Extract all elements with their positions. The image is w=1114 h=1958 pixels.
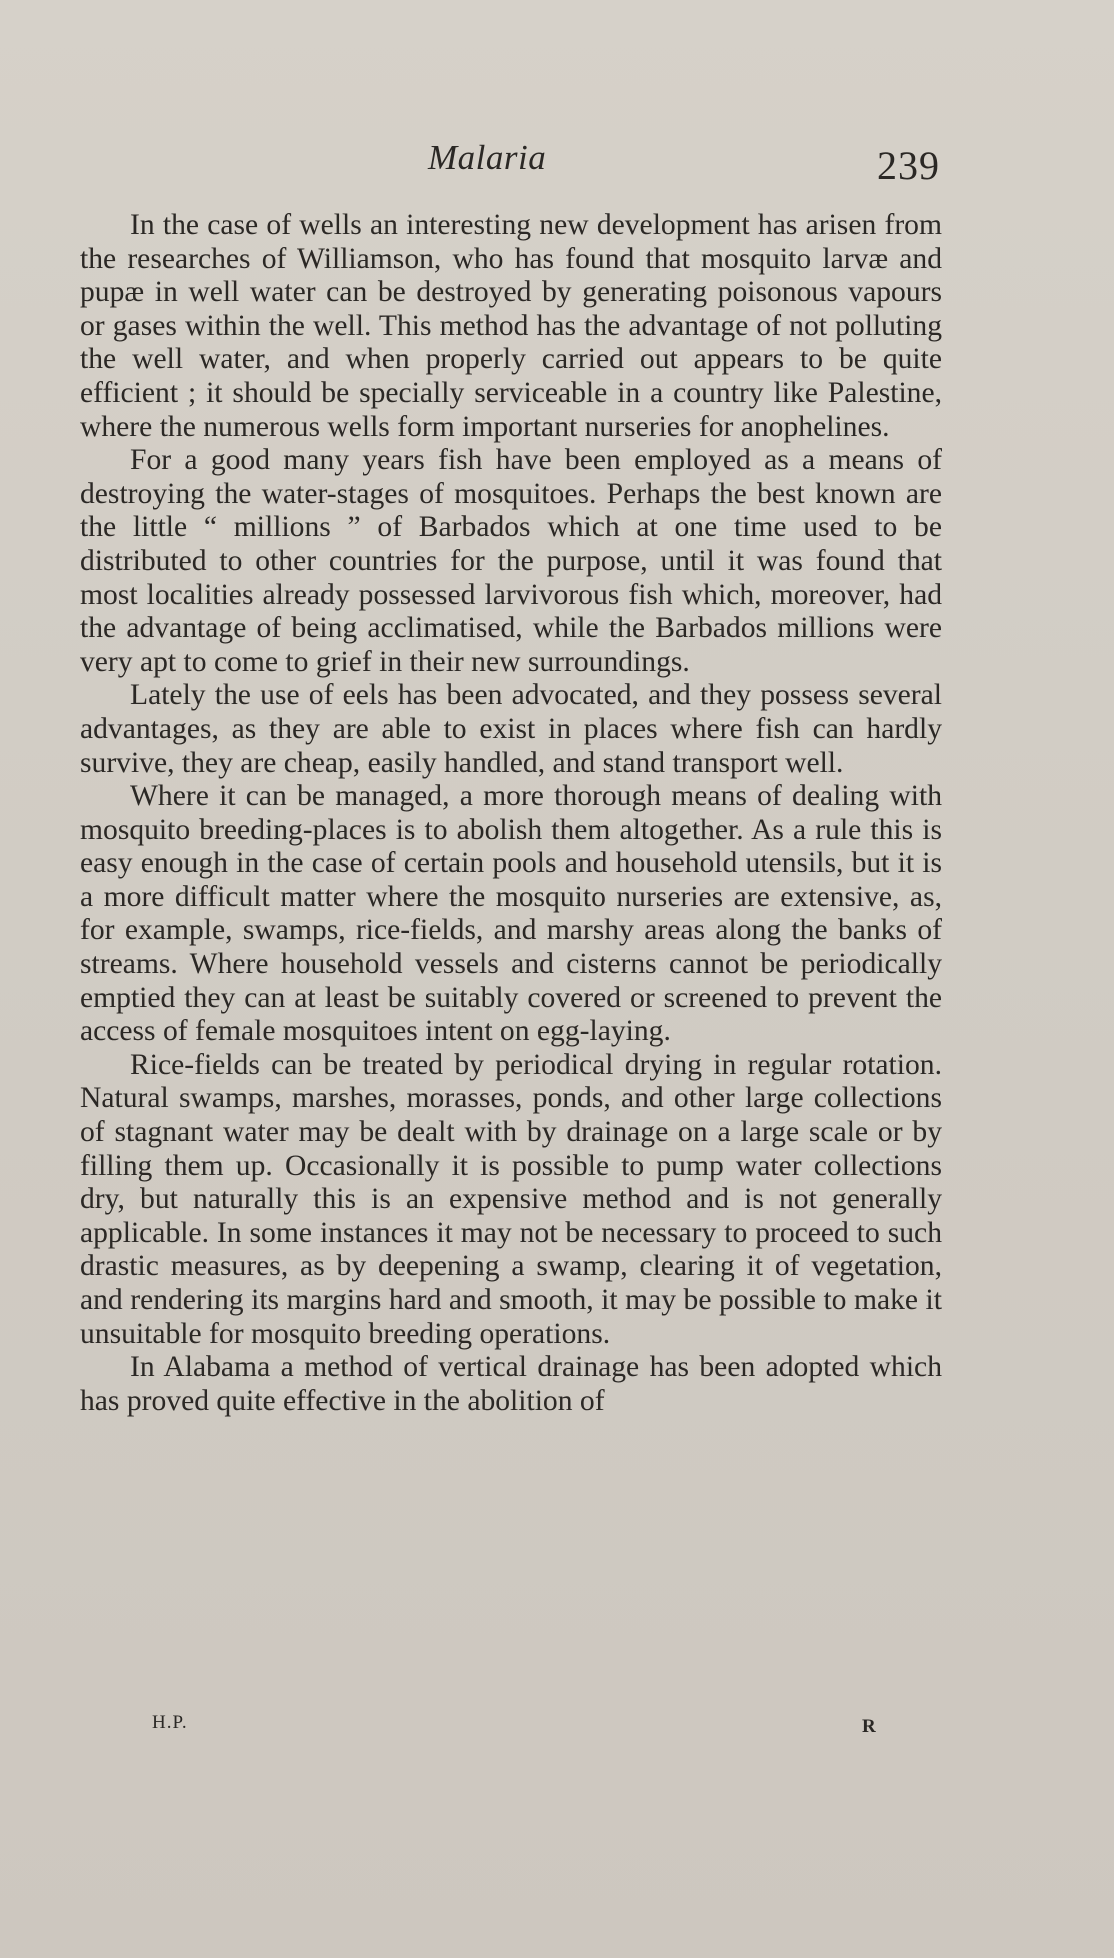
signature-mark-right: R <box>862 1716 877 1737</box>
paragraph-rice-fields: Rice-fields can be treated by periodical drying in regular rotation. Natural swamps, marshes, morasses, ponds, and other large collections of stagnant water may be dealt with by drainage on a large scale or by filling them up. Occasionally it is possible to pump water collections dry, but naturally this is an expensive method and is not generally applicable. In some instances it may not be necessary to proceed to such drastic measures, as by deepening a swamp, clearing it of vegetation, and rendering its margins hard and smooth, it may be possible to make it unsuitable for mosquito breeding operations. <box>80 1048 942 1350</box>
page-number: 239 <box>877 143 940 188</box>
running-head <box>0 138 1114 188</box>
paragraph-wells: In the case of wells an interesting new development has arisen from the researches of Williamson, who has found that mosquito larvæ and pupæ in well water can be destroyed by generating poisonous vapours or gases within the well. This method has the advantage of not polluting the well water, and when properly carried out appears to be quite efficient ; it should be specially serviceable in a country like Palestine, where the numerous wells form important nurseries for anophelines. <box>80 209 942 443</box>
signature-line <box>0 1712 1114 1742</box>
paragraph-fish: For a good many years fish have been employed as a means of destroying the water-stages of mosquitoes. Perhaps the best known are the little “ millions ” of Barbados which at one time used to be distributed to other countries for the purpose, until it was found that most localities already possessed larvivorous fish which, moreover, had the advantage of being acclimatised, while the Barbados millions were very apt to come to grief in their new surroundings. <box>80 444 942 678</box>
paragraph-abolition: Where it can be managed, a more thorough means of dealing with mosquito breeding-places is to abolish them altogether. As a rule this is easy enough in the case of certain pools and household utensils, but it is a more difficult matter where the mosquito nurseries are extensive, as, for example, swamps, rice-fields, and marshy areas along the banks of streams. Where household vessels and cisterns cannot be periodically emptied they can at least be suitably covered or screened to prevent the access of female mosquitoes intent on egg-laying. <box>80 780 942 1048</box>
signature-mark-left: H.P. <box>152 1712 188 1733</box>
paragraph-alabama: In Alabama a method of vertical drainage has been adopted which has proved quite effective in the abolition of <box>80 1351 942 1417</box>
running-title: Malaria <box>428 138 547 177</box>
paragraph-eels: Lately the use of eels has been advocated, and they possess several advantages, as they are able to exist in places where fish can hardly survive, they are cheap, easily handled, and stand transport well. <box>80 679 942 779</box>
body-text <box>80 209 942 1418</box>
